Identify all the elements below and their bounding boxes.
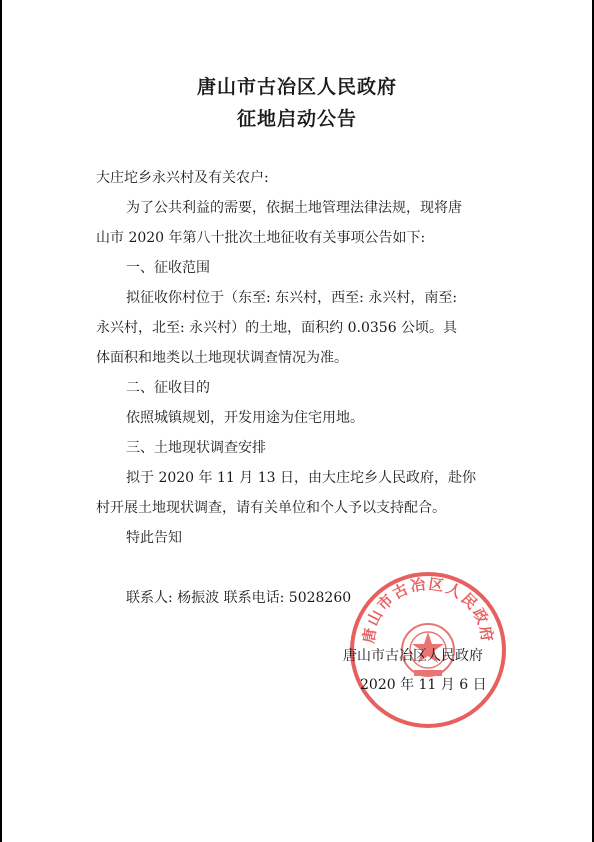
paragraph-intro-1: 为了公共利益的需要，依据土地管理法律法规，现将唐	[126, 200, 462, 216]
paragraph-scope-2: 永兴村，北至: 永兴村）的土地，面积约 0.0356 公顷。具	[96, 320, 458, 336]
title-line-1: 唐山市古冶区人民政府	[196, 76, 397, 98]
heading-scope: 一、征收范围	[126, 260, 210, 276]
paragraph-intro-2: 山市 2020 年第八十批次土地征收有关事项公告如下:	[96, 230, 426, 246]
contact-info: 联系人: 杨振波 联系电话: 5028260	[126, 590, 352, 606]
paragraph-scope-3: 体面积和地类以土地现状调查情况为准。	[96, 350, 348, 366]
addressee: 大庄坨乡永兴村及有关农户:	[96, 170, 269, 186]
signature-date: 2020 年 11 月 6 日	[360, 677, 487, 693]
paragraph-survey-1: 拟于 2020 年 11 月 13 日，由大庄坨乡人民政府，赴你	[126, 470, 476, 486]
paragraph-scope-1: 拟征收你村位于（东至: 东兴村，西至: 永兴村，南至:	[126, 290, 458, 306]
paragraph-survey-2: 村开展土地现状调查，请有关单位和个人予以支持配合。	[96, 500, 446, 516]
closing: 特此告知	[126, 530, 182, 546]
signature-organization: 唐山市古冶区人民政府	[343, 648, 483, 664]
heading-purpose: 二、征收目的	[126, 380, 210, 396]
paragraph-purpose: 依照城镇规划，开发用途为住宅用地。	[126, 410, 364, 426]
title-line-2: 征地启动公告	[236, 108, 357, 130]
seal-text-path: 唐山市古冶区人民政府	[359, 574, 497, 645]
heading-survey: 三、土地现状调查安排	[126, 440, 266, 456]
